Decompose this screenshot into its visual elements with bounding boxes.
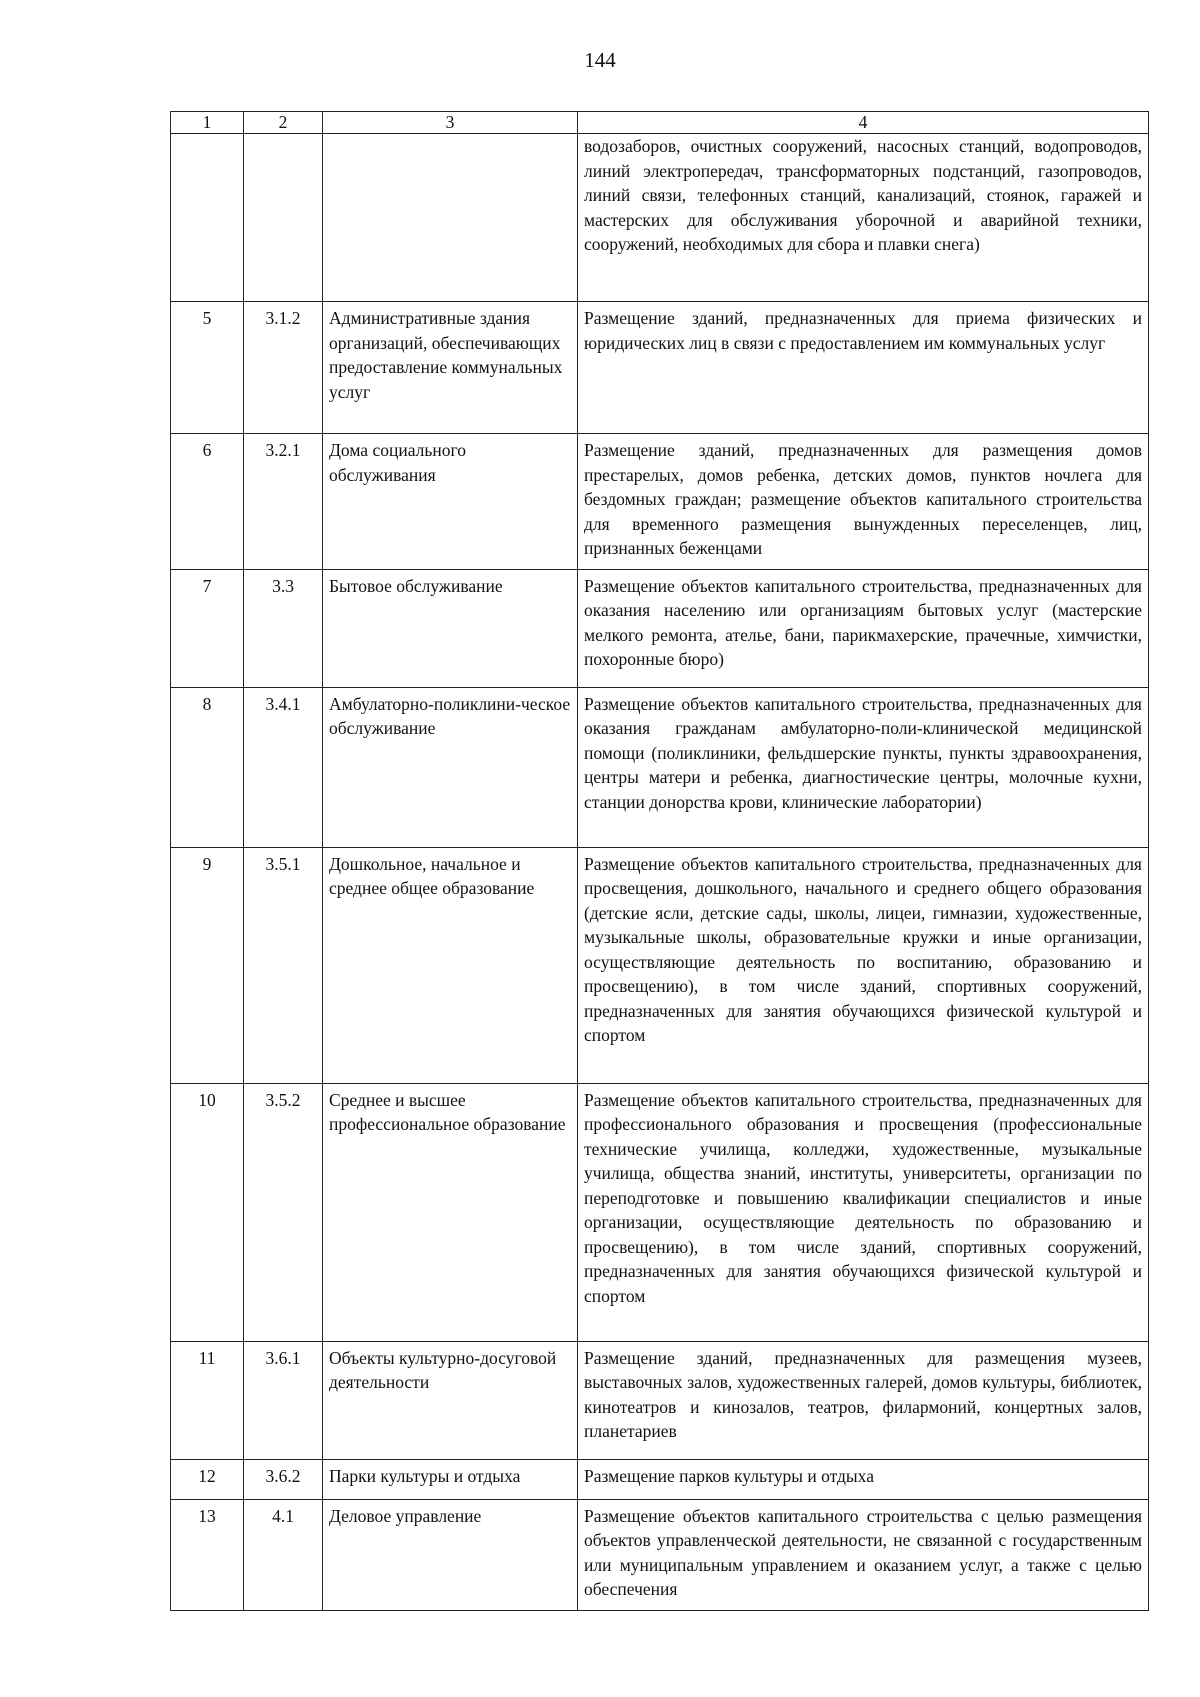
row-code: 3.5.1: [244, 847, 323, 1083]
table-header-row: [171, 112, 1149, 134]
table-row: [171, 302, 1149, 434]
continuation-row: [171, 134, 1149, 302]
row-description: Размещение парков культуры и отдыха: [578, 1459, 1149, 1499]
row-number: 9: [171, 847, 244, 1083]
table-row: [171, 687, 1149, 847]
continuation-num-cell: [171, 134, 244, 302]
row-code: 3.6.1: [244, 1341, 323, 1459]
land-use-table: [170, 111, 1149, 1611]
row-description: Размещение объектов капитального строительства с целью размещения объектов управленческой деятельности, не связанной с государственным или муниципальным управлением и оказанием услуг, а также с целью обеспечения: [578, 1499, 1149, 1610]
row-number: 6: [171, 434, 244, 570]
row-name: Дошкольное, начальное и среднее общее образование: [323, 847, 578, 1083]
table-row: [171, 1083, 1149, 1341]
row-code: 4.1: [244, 1499, 323, 1610]
row-description: Размещение зданий, предназначенных для размещения музеев, выставочных залов, художественных галерей, домов культуры, библиотек, кинотеатров и кинозалов, театров, филармоний, концертных залов, планетариев: [578, 1341, 1149, 1459]
row-number: 12: [171, 1459, 244, 1499]
row-name: Административные здания организаций, обеспечивающих предоставление коммунальных услуг: [323, 302, 578, 434]
row-number: 10: [171, 1083, 244, 1341]
row-number: 11: [171, 1341, 244, 1459]
table-row: [171, 847, 1149, 1083]
row-number: 5: [171, 302, 244, 434]
row-code: 3.2.1: [244, 434, 323, 570]
row-description: Размещение зданий, предназначенных для приема физических и юридических лиц в связи с предоставлением им коммунальных услуг: [578, 302, 1149, 434]
table-row: [171, 569, 1149, 687]
row-name: Объекты культурно-досуговой деятельности: [323, 1341, 578, 1459]
table-row: [171, 1341, 1149, 1459]
row-name: Дома социального обслуживания: [323, 434, 578, 570]
table-row: [171, 1499, 1149, 1610]
continuation-code-cell: [244, 134, 323, 302]
row-name: Среднее и высшее профессиональное образование: [323, 1083, 578, 1341]
row-name: Парки культуры и отдыха: [323, 1459, 578, 1499]
table-row: [171, 434, 1149, 570]
row-name: Деловое управление: [323, 1499, 578, 1610]
row-description: Размещение объектов капитального строительства, предназначенных для оказания населению или организациям бытовых услуг (мастерские мелкого ремонта, ателье, бани, парикмахерские, прачечные, химчистки, похоронные бюро): [578, 569, 1149, 687]
row-code: 3.3: [244, 569, 323, 687]
row-description: Размещение объектов капитального строительства, предназначенных для профессионального образования и просвещения (профессиональные технические училища, колледжи, художественные, музыкальные училища, общества знаний, институты, университеты, организации по переподготовке и повышению квалификации специалистов и иные организации, осуществляющие деятельность по образованию и просвещению), в том числе зданий, спортивных сооружений, предназначенных для занятия обучающихся физической культурой и спортом: [578, 1083, 1149, 1341]
page-number: 144: [584, 48, 616, 72]
row-number: 8: [171, 687, 244, 847]
row-name: Бытовое обслуживание: [323, 569, 578, 687]
row-description: Размещение объектов капитального строительства, предназначенных для оказания гражданам амбулаторно-поли-клинической медицинской помощи (поликлиники, фельдшерские пункты, пункты здравоохранения, центры матери и ребенка, диагностические центры, молочные кухни, станции донорства крови, клинические лаборатории): [578, 687, 1149, 847]
row-description: Размещение зданий, предназначенных для размещения домов престарелых, домов ребенка, детских домов, пунктов ночлега для бездомных граждан; размещение объектов капитального строительства для временного размещения вынужденных переселенцев, лиц, признанных беженцами: [578, 434, 1149, 570]
continuation-description: водозаборов, очистных сооружений, насосных станций, водопроводов, линий электропередач, трансформаторных подстанций, газопроводов, линий связи, телефонных станций, канализаций, стоянок, гаражей и мастерских для обслуживания уборочной и аварийной техники, сооружений, необходимых для сбора и плавки снега): [578, 134, 1149, 302]
row-code: 3.4.1: [244, 687, 323, 847]
header-col-3: 3: [323, 112, 578, 134]
header-col-4: 4: [578, 112, 1149, 134]
row-name: Амбулаторно-поликлини-ческое обслуживание: [323, 687, 578, 847]
row-description: Размещение объектов капитального строительства, предназначенных для просвещения, дошкольного, начального и среднего общего образования (детские ясли, детские сады, школы, лицеи, гимназии, художественные, музыкальные школы, образовательные кружки и иные организации, осуществляющие деятельность по воспитанию, образованию и просвещению), в том числе зданий, спортивных сооружений, предназначенных для занятия обучающихся физической культурой и спортом: [578, 847, 1149, 1083]
header-col-2: 2: [244, 112, 323, 134]
row-code: 3.6.2: [244, 1459, 323, 1499]
row-number: 7: [171, 569, 244, 687]
header-col-1: 1: [171, 112, 244, 134]
continuation-name-cell: [323, 134, 578, 302]
row-code: 3.1.2: [244, 302, 323, 434]
table-row: [171, 1459, 1149, 1499]
row-number: 13: [171, 1499, 244, 1610]
row-code: 3.5.2: [244, 1083, 323, 1341]
